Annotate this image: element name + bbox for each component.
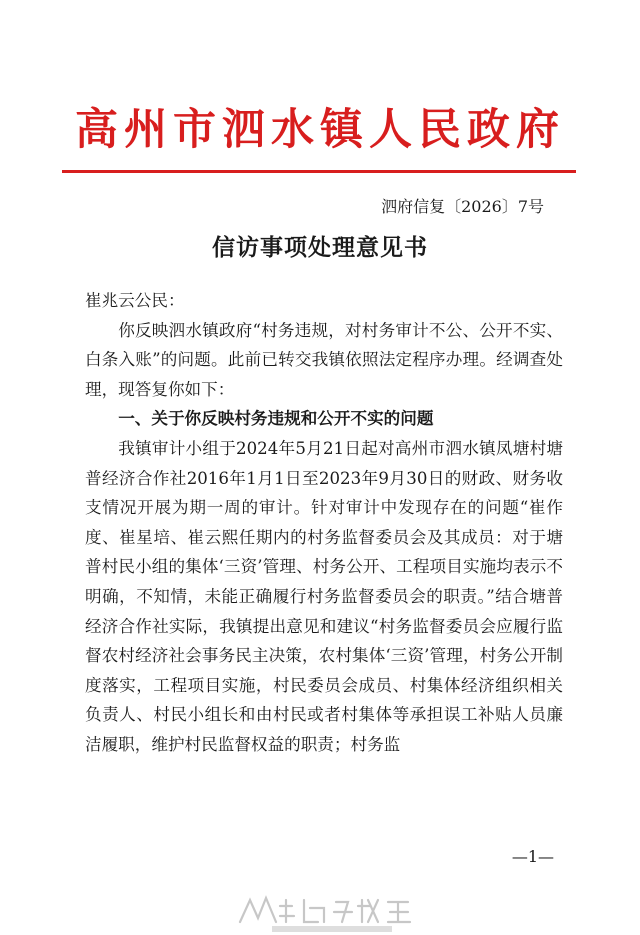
paragraph-intro: 你反映泗水镇政府“村务违规，对村务审计不公、公开不实、白条入账”的问题。此前已转交我镇依照法定程序办理。经调查处理，现答复你如下： — [85, 320, 563, 399]
salutation: 崔兆云公民： — [85, 291, 185, 310]
issuer-masthead: 高州市泗水镇人民政府 — [75, 105, 565, 155]
document-title: 信访事项处理意见书 — [212, 234, 428, 261]
document-body — [85, 286, 563, 760]
paragraph-audit: 我镇审计小组于2024年5月21日起对高州市泗水镇凤塘村塘普经济合作社2016年1月1日至2023年9月30日的财政、财务收支情况开展为期一周的审计。针对审计中发现存在的问题“崔作度、崔星培、崔云熙任期内的村务监督委员会及其成员：对于塘普村民小组的集体‘三资’管理、村务公开、工程项目实施均表示不明确，不知情，未能正确履行村务监督委员会的职责。”结合塘普经济合作社实际，我镇提出意见和建议“村务监督委员会应履行监督农村经济社会事务民主决策，农村集体‘三资’管理，村务公开制度落实，工程项目实施，村民委员会成员、村集体经济组织相关负责人、村民小组长和由村民或者村集体等承担误工补贴人员廉洁履职，维护村民监督权益的职责；村务监 — [85, 438, 563, 754]
page-number: —1— — [511, 847, 554, 866]
watermark-logo — [232, 892, 432, 934]
red-separator-line — [62, 170, 576, 173]
document-number: 泗府信复〔2026〕7号 — [381, 197, 544, 216]
section-heading-1: 一、关于你反映村务违规和公开不实的问题 — [118, 408, 434, 429]
